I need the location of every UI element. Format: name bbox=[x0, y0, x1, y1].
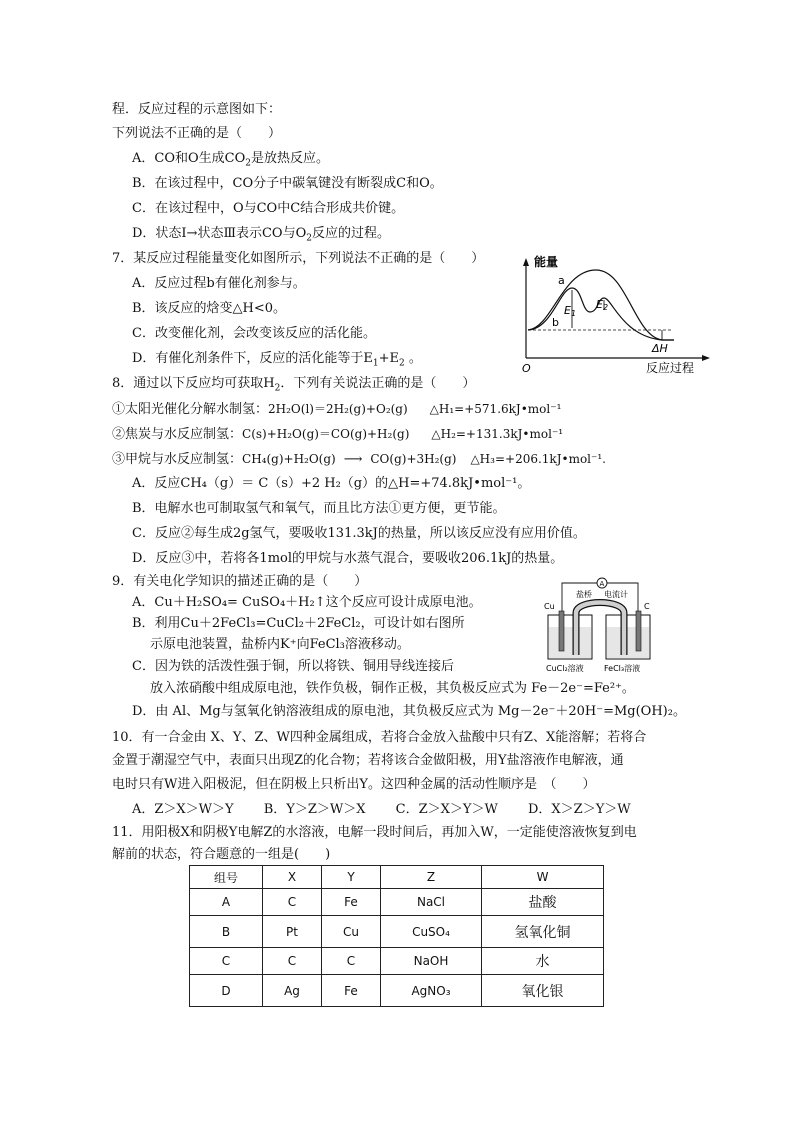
table-cell: C bbox=[263, 889, 322, 916]
question-8 bbox=[112, 375, 475, 393]
option-c: C．改变催化剂，会改变该反应的活化能。 bbox=[132, 326, 376, 341]
c-electrode bbox=[636, 611, 641, 651]
x-axis-label: 反应过程 bbox=[646, 361, 695, 375]
reaction-equation: C(s)+H₂O(g)＝CO(g)+H₂(g) bbox=[242, 427, 410, 441]
option-a: A．反应CH₄（g）＝ C（s）+2 H₂（g）的△H=+74.8kJ•mol⁻¹。 bbox=[132, 476, 531, 491]
enthalpy: △H₃=+206.1kJ•mol⁻¹. bbox=[470, 452, 606, 466]
dh-label: ΔH bbox=[652, 342, 668, 355]
option-b: B．电解水也可制取氢气和氧气，而且比方法①更方便，更节能。 bbox=[132, 501, 506, 516]
option-text: D．有催化剂条件下，反应的活化能等于E bbox=[132, 351, 373, 366]
reaction-equation: CH₄(g)+H₂O(g) bbox=[242, 452, 336, 466]
question-10: 10．有一合金由 X、Y、Z、W四种金属组成，若将合金放入盐酸中只有Z、X能溶解；若将合 bbox=[112, 730, 647, 745]
option-a bbox=[132, 150, 329, 168]
reversible-arrow: ⟶ bbox=[343, 452, 363, 467]
option-a: A．Cu＋H₂SO₄= CuSO₄＋H₂↑这个反应可设计成原电池。 bbox=[132, 595, 482, 610]
option-text: A．CO和O生成CO bbox=[132, 151, 246, 166]
ammeter-label: A bbox=[599, 580, 605, 588]
left-solution-label: CuCl₂溶液 bbox=[546, 664, 584, 673]
text-line: 程．反应过程的示意图如下： bbox=[112, 102, 282, 117]
question-11-cont: 解前的状态，符合题意的一组是( ) bbox=[112, 847, 331, 862]
reaction-label: ②焦炭与水反应制氢： bbox=[112, 427, 243, 442]
table-cell: NaCl bbox=[381, 889, 482, 916]
option-c-cont: 放入浓硝酸中组成原电池，铁作负极，铜作正极，其负极反应式为 Fe－2e⁻=Fe²⁺。 bbox=[150, 681, 635, 696]
table-cell: 氧化银 bbox=[482, 975, 604, 1007]
question-text: ．下列有关说法正确的是（ ） bbox=[280, 376, 476, 391]
reaction-label: ③甲烷与水反应制氢： bbox=[112, 452, 243, 467]
curve-b bbox=[528, 288, 674, 340]
table-header: W bbox=[482, 866, 604, 889]
energy-diagram bbox=[512, 250, 712, 375]
question-7: 7．某反应过程能量变化如图所示，下列说法不正确的是（ ） bbox=[112, 251, 485, 266]
option-b: B．利用Cu＋2FeCl₃=CuCl₂＋2FeCl₂，可设计如右图所 bbox=[132, 616, 465, 631]
option-d bbox=[132, 225, 390, 243]
option-b: B．该反应的焓变△H<0。 bbox=[132, 301, 287, 316]
option-d bbox=[132, 350, 422, 368]
table-cell: C bbox=[263, 948, 322, 975]
curve-a-label: a bbox=[558, 274, 565, 287]
table-cell: Cu bbox=[322, 916, 381, 948]
subscript: 2 bbox=[245, 158, 251, 169]
table-cell: AgNO₃ bbox=[381, 975, 482, 1007]
table-cell: Pt bbox=[263, 916, 322, 948]
table-row bbox=[190, 889, 604, 916]
origin-label: O bbox=[522, 362, 531, 375]
x-axis-arrow bbox=[702, 355, 710, 361]
table-cell: Fe bbox=[322, 889, 381, 916]
table-cell: NaOH bbox=[381, 948, 482, 975]
right-solution bbox=[607, 627, 649, 658]
question-10-cont: 电时只有W进入阳极泥，但在阴极上只析出Y。这四种金属的活动性顺序是 （ ） bbox=[112, 777, 596, 792]
table-row bbox=[190, 975, 604, 1007]
table-cell: CuSO₄ bbox=[381, 916, 482, 948]
table-cell: C bbox=[322, 948, 381, 975]
table-row bbox=[190, 916, 604, 948]
enthalpy: △H₁=+571.6kJ•mol⁻¹ bbox=[429, 402, 562, 416]
question-11: 11．用阳极X和阴极Y电解Z的水溶液，电解一段时间后，再加入W，一定能使溶液恢复到电 bbox=[112, 825, 637, 840]
option-c: C．反应②每生成2g氢气，要吸收131.3kJ的热量，所以该反应没有应用价值。 bbox=[132, 526, 586, 541]
table-cell: 水 bbox=[482, 948, 604, 975]
table-cell: Fe bbox=[322, 975, 381, 1007]
reaction-3 bbox=[112, 450, 606, 469]
c-electrode-label: C bbox=[644, 602, 650, 611]
y-axis-label: 能量 bbox=[534, 255, 559, 269]
table-cell: Ag bbox=[263, 975, 322, 1007]
subscript: 1 bbox=[372, 358, 379, 369]
table-cell: C bbox=[190, 948, 263, 975]
question-stem: 下列说法不正确的是（ ） bbox=[112, 126, 282, 141]
option-a: A．反应过程b有催化剂参与。 bbox=[132, 276, 306, 291]
reaction-equation: 2H₂O(l)＝2H₂(g)+O₂(g) bbox=[268, 402, 408, 416]
table-row bbox=[190, 948, 604, 975]
subscript: 2 bbox=[274, 383, 281, 394]
subscript: 2 bbox=[306, 233, 312, 244]
option-text: 反应的过程。 bbox=[311, 226, 390, 241]
options-table bbox=[189, 865, 604, 1007]
y-axis-arrow bbox=[523, 258, 529, 266]
table-header: Y bbox=[322, 866, 381, 889]
option-text: 。 bbox=[404, 351, 422, 366]
question-text: 8．通过以下反应均可获取H bbox=[112, 376, 275, 391]
question-9: 9．有关电化学知识的描述正确的是（ ） bbox=[112, 574, 368, 589]
e1-label: E1 bbox=[564, 304, 577, 318]
table-header: X bbox=[263, 866, 322, 889]
salt-bridge-label: 盐桥 bbox=[576, 590, 592, 599]
option-c: C．因为铁的活泼性强于铜，所以将铁、铜用导线连接后 bbox=[132, 659, 454, 674]
left-solution bbox=[549, 627, 591, 658]
right-solution-label: FeCl₃溶液 bbox=[604, 664, 641, 673]
galvanic-cell-diagram bbox=[540, 575, 660, 675]
enthalpy: △H₂=+131.3kJ•mol⁻¹ bbox=[431, 427, 564, 441]
table-cell: 盐酸 bbox=[482, 889, 604, 916]
e2-label: E2 bbox=[596, 298, 609, 312]
table-cell: A bbox=[190, 889, 263, 916]
curve-b-label: b bbox=[552, 316, 559, 329]
question-10-cont: 金置于潮湿空气中，表面只出现Z的化合物；若将该合金做阳极，用Y盐溶液作电解液，通 bbox=[112, 753, 624, 768]
reaction-1 bbox=[112, 400, 561, 419]
option-text: 是放热反应。 bbox=[251, 151, 330, 166]
table-cell: B bbox=[190, 916, 263, 948]
option-text: D．状态Ⅰ→状态Ⅲ表示CO与O bbox=[132, 226, 307, 241]
table-header-row bbox=[190, 866, 604, 889]
reaction-equation: CO(g)+3H₂(g) bbox=[370, 452, 457, 466]
subscript: 2 bbox=[399, 358, 405, 369]
option-c: C．在该过程中，O与CO中C结合形成共价键。 bbox=[132, 201, 405, 216]
reaction-2 bbox=[112, 425, 563, 444]
galvanometer-label: 电流计 bbox=[604, 590, 628, 599]
cu-electrode bbox=[559, 611, 564, 651]
option-d: D．反应③中，若将各1mol的甲烷与水蒸气混合，要吸收206.1kJ的热量。 bbox=[132, 551, 564, 566]
table-cell: D bbox=[190, 975, 263, 1007]
question-10-options: A．Z＞X＞W＞Y B．Y＞Z＞W＞X C．Z＞X＞Y＞W D．X＞Z＞Y＞W bbox=[132, 802, 631, 817]
option-b-cont: 示原电池装置，盐桥内K⁺向FeCl₃溶液移动。 bbox=[150, 637, 410, 652]
table-header: 组号 bbox=[190, 866, 263, 889]
reaction-label: ①太阳光催化分解水制氢： bbox=[112, 402, 269, 417]
option-d: D．由 Al、Mg与氢氧化钠溶液组成的原电池，其负极反应式为 Mg－2e⁻＋20H⁻=Mg(OH)₂。 bbox=[132, 704, 686, 719]
option-b: B．在该过程中，CO分子中碳氧键没有断裂成C和O。 bbox=[132, 176, 443, 191]
table-header: Z bbox=[381, 866, 482, 889]
option-text: +E bbox=[378, 351, 400, 366]
table-cell: 氢氧化铜 bbox=[482, 916, 604, 948]
cu-electrode-label: Cu bbox=[544, 602, 555, 611]
